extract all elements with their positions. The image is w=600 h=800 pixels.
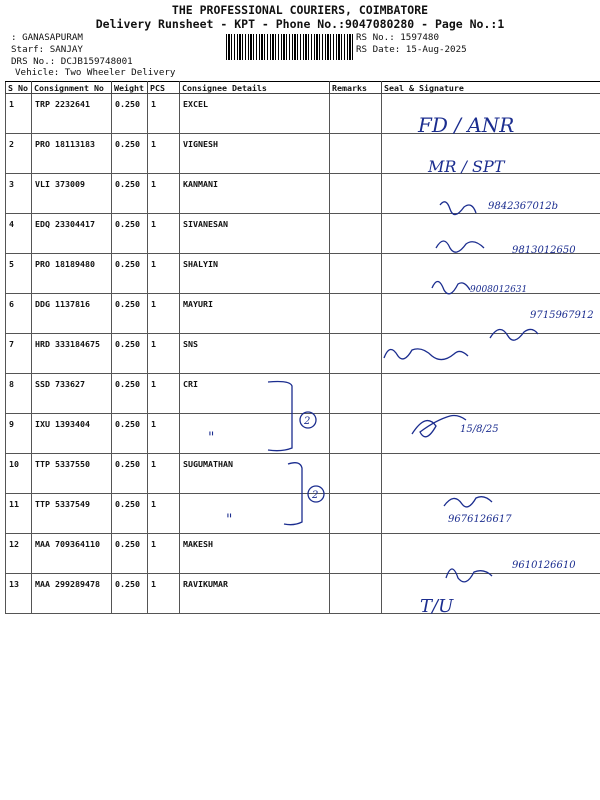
table-row <box>6 134 600 174</box>
cell-weight: 0.250 <box>112 574 148 614</box>
cell-sno: 8 <box>6 374 32 414</box>
cell-remarks <box>330 134 382 174</box>
cell-pcs: 1 <box>148 174 180 214</box>
company-title: THE PROFESSIONAL COURIERS, COIMBATORE <box>171 3 429 17</box>
cell-pcs: 1 <box>148 414 180 454</box>
ditto-mark-row9: " <box>208 430 215 446</box>
cell-weight: 0.250 <box>112 94 148 134</box>
cell-consignment: DDG 1137816 <box>32 294 112 334</box>
col-pcs: PCS <box>148 82 180 94</box>
cell-consignment: TRP 2232641 <box>32 94 112 134</box>
cell-consignment: HRD 333184675 <box>32 334 112 374</box>
cell-weight: 0.250 <box>112 254 148 294</box>
cell-weight: 0.250 <box>112 174 148 214</box>
cell-signature <box>382 574 600 614</box>
cell-pcs: 1 <box>148 454 180 494</box>
rs-number: RS No.: 1597480 <box>356 32 439 43</box>
cell-sno: 6 <box>6 294 32 334</box>
cell-remarks <box>330 174 382 214</box>
cell-weight: 0.250 <box>112 294 148 334</box>
cell-remarks <box>330 374 382 414</box>
table-row <box>6 374 600 414</box>
cell-remarks <box>330 294 382 334</box>
cell-remarks <box>330 494 382 534</box>
cell-consignment: PRO 18113183 <box>32 134 112 174</box>
cell-signature <box>382 534 600 574</box>
col-weight: Weight <box>112 82 148 94</box>
cell-sno: 3 <box>6 174 32 214</box>
cell-sno: 11 <box>6 494 32 534</box>
cell-signature <box>382 494 600 534</box>
table-row <box>6 574 600 614</box>
cell-consignee: EXCEL <box>180 94 330 134</box>
table-row <box>6 414 600 454</box>
cell-consignee: SIVANESAN <box>180 214 330 254</box>
cell-sno: 10 <box>6 454 32 494</box>
cell-weight: 0.250 <box>112 334 148 374</box>
cell-consignee: RAVIKUMAR <box>180 574 330 614</box>
handwritten-mr-spt: MR / SPT <box>428 157 505 176</box>
cell-remarks <box>330 334 382 374</box>
cell-signature <box>382 214 600 254</box>
handwritten-phone-row12: 9610126610 <box>512 560 576 571</box>
ditto-mark-row11: " <box>226 512 233 528</box>
cell-pcs: 1 <box>148 94 180 134</box>
table-header-row <box>6 82 600 94</box>
rs-date: RS Date: 15-Aug-2025 <box>356 44 467 55</box>
cell-sno: 4 <box>6 214 32 254</box>
cell-pcs: 1 <box>148 374 180 414</box>
staff-label: Starf: SANJAY <box>11 44 83 55</box>
cell-weight: 0.250 <box>112 134 148 174</box>
cell-sno: 13 <box>6 574 32 614</box>
handwritten-fd-anr: FD / ANR <box>418 113 515 137</box>
cell-consignment: TTP 5337549 <box>32 494 112 534</box>
cell-remarks <box>330 94 382 134</box>
cell-pcs: 1 <box>148 494 180 534</box>
cell-signature <box>382 454 600 494</box>
cell-consignment: SSD 733627 <box>32 374 112 414</box>
handwritten-phone-row7: 9715967912 <box>530 310 594 321</box>
table-row <box>6 494 600 534</box>
cell-pcs: 1 <box>148 574 180 614</box>
cell-signature <box>382 134 600 174</box>
col-sno: S No <box>6 82 32 94</box>
cell-pcs: 1 <box>148 334 180 374</box>
cell-consignee <box>180 414 330 454</box>
cell-pcs: 1 <box>148 254 180 294</box>
cell-consignment: EDQ 23304417 <box>32 214 112 254</box>
cell-weight: 0.250 <box>112 534 148 574</box>
handwritten-tu: T/U <box>420 596 454 617</box>
runsheet-title: Delivery Runsheet - KPT - Phone No.:9047080280 - Page No.:1 <box>95 17 505 31</box>
col-consignee: Consignee Details <box>180 82 330 94</box>
table-row <box>6 294 600 334</box>
cell-weight: 0.250 <box>112 494 148 534</box>
handwritten-phone-row5: 9008012631 <box>470 285 528 295</box>
cell-remarks <box>330 214 382 254</box>
branch-label: : GANASAPURAM <box>11 32 83 43</box>
table-row <box>6 454 600 494</box>
cell-weight: 0.250 <box>112 374 148 414</box>
cell-sno: 7 <box>6 334 32 374</box>
cell-sno: 9 <box>6 414 32 454</box>
col-remarks: Remarks <box>330 82 382 94</box>
cell-signature <box>382 294 600 334</box>
cell-consignee: SUGUMATHAN <box>180 454 330 494</box>
col-consignment: Consignment No <box>32 82 112 94</box>
cell-signature <box>382 94 600 134</box>
cell-pcs: 1 <box>148 134 180 174</box>
handwritten-phone-row3: 9842367012b <box>488 201 559 212</box>
runsheet-table <box>5 81 600 614</box>
cell-sno: 5 <box>6 254 32 294</box>
cell-remarks <box>330 254 382 294</box>
vehicle-label: Vehicle: Two Wheeler Delivery <box>15 67 176 78</box>
cell-consignee: VIGNESH <box>180 134 330 174</box>
cell-consignment: VLI 373009 <box>32 174 112 214</box>
cell-weight: 0.250 <box>112 454 148 494</box>
cell-consignment: MAA 709364110 <box>32 534 112 574</box>
cell-weight: 0.250 <box>112 214 148 254</box>
handwritten-phone-row11: 9676126617 <box>448 514 512 525</box>
cell-consignment: PRO 18189480 <box>32 254 112 294</box>
barcode <box>226 34 354 60</box>
table-row <box>6 254 600 294</box>
cell-remarks <box>330 454 382 494</box>
cell-remarks <box>330 414 382 454</box>
cell-remarks <box>330 574 382 614</box>
handwritten-date-row9: 15/8/25 <box>460 424 499 435</box>
table-row <box>6 94 600 134</box>
circle-number-1: 2 <box>304 416 311 427</box>
cell-pcs: 1 <box>148 294 180 334</box>
cell-signature <box>382 414 600 454</box>
cell-sno: 1 <box>6 94 32 134</box>
cell-consignee: MAYURI <box>180 294 330 334</box>
cell-sno: 12 <box>6 534 32 574</box>
table-row <box>6 214 600 254</box>
cell-consignee: CRI <box>180 374 330 414</box>
table-row <box>6 334 600 374</box>
cell-consignee <box>180 494 330 534</box>
table-row <box>6 534 600 574</box>
cell-pcs: 1 <box>148 534 180 574</box>
cell-sno: 2 <box>6 134 32 174</box>
cell-remarks <box>330 534 382 574</box>
cell-consignee: SNS <box>180 334 330 374</box>
cell-signature <box>382 334 600 374</box>
cell-signature <box>382 174 600 214</box>
cell-consignment: MAA 299289478 <box>32 574 112 614</box>
cell-consignee: SHALYIN <box>180 254 330 294</box>
col-signature: Seal & Signature <box>382 82 600 94</box>
cell-pcs: 1 <box>148 214 180 254</box>
cell-consignment: IXU 1393404 <box>32 414 112 454</box>
circle-number-2: 2 <box>312 490 319 501</box>
cell-signature <box>382 254 600 294</box>
cell-signature <box>382 374 600 414</box>
drs-number: DRS No.: DCJB159748001 <box>11 56 133 67</box>
cell-consignee: KANMANI <box>180 174 330 214</box>
table-row <box>6 174 600 214</box>
cell-consignee: MAKESH <box>180 534 330 574</box>
cell-weight: 0.250 <box>112 414 148 454</box>
cell-consignment: TTP 5337550 <box>32 454 112 494</box>
handwritten-phone-row4: 9813012650 <box>512 245 576 256</box>
